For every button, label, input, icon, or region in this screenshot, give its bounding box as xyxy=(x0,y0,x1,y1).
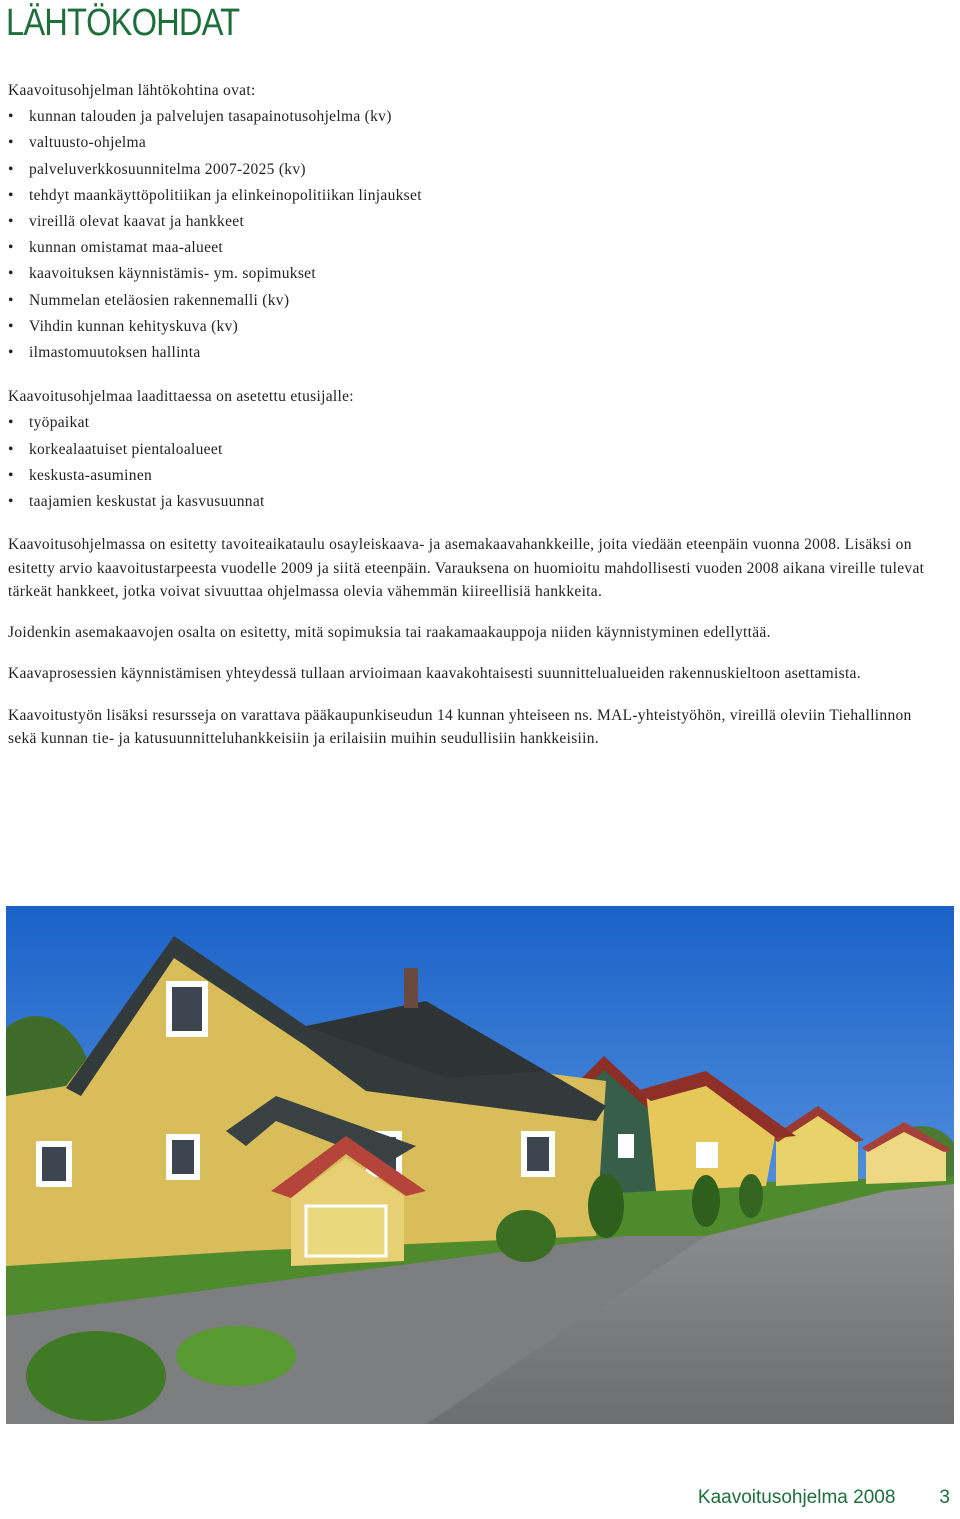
spacer xyxy=(8,366,943,384)
paragraph-agreements: Joidenkin asemakaavojen osalta on esitetty, mitä sopimuksia tai raakamaakauppoja niiden käynnistyminen edellyttää. xyxy=(8,624,771,642)
section1-list xyxy=(8,104,943,366)
list-item: • kaavoituksen käynnistämis- ym. sopimukset xyxy=(8,261,943,287)
residential-street-photo xyxy=(6,906,954,1424)
paragraph-schedule: Kaavoitusohjelmassa on esitetty tavoiteaikataulu osayleiskaava- ja asemakaavahankkeille, joita viedään eteenpäin vuonna 2008. Lisäksi on esitetty arvio kaavoitustarpeesta vuodelle 2009 ja siitä eteenpäin. Varauksena on huomioitu mahdollisesti vuoden 2008 aikana vireille tulevat tärkeät hankkeet, jotka voivat sivuuttaa ohjelmassa olevia vähemmän kiireellisiä hankkeita. xyxy=(8,536,925,600)
page-footer xyxy=(698,1487,950,1509)
list-item: • kunnan talouden ja palvelujen tasapainotusohjelma (kv) xyxy=(8,104,943,130)
spacer xyxy=(8,515,943,533)
paragraph-resources: Kaavoitustyön lisäksi resursseja on varattava pääkaupunkiseudun 14 kunnan yhteiseen ns. MAL-yhteistyöhön, vireillä oleviin Tiehallinnon sekä kunnan tie- ja katusuunnitteluhankkeisiin ja erilaisiin muihin seudullisiin hankkeisiin. xyxy=(8,706,912,748)
list-item: • keskusta-asuminen xyxy=(8,463,943,489)
list-item: • työpaikat xyxy=(8,410,943,436)
list-item: • tehdyt maankäyttöpolitiikan ja elinkeinopolitiikan linjaukset xyxy=(8,183,943,209)
list-item: • vireillä olevat kaavat ja hankkeet xyxy=(8,209,943,235)
list-item: • korkealaatuiset pientaloalueet xyxy=(8,437,943,463)
page-title: LÄHTÖKOHDAT xyxy=(6,2,240,44)
section2-list xyxy=(8,410,943,515)
paragraph-building-ban: Kaavaprosessien käynnistämisen yhteydessä tullaan arvioimaan kaavakohtaisesti suunnittelualueiden rakennuskieltoon asettamista. xyxy=(8,665,861,683)
main-content xyxy=(8,78,943,768)
section1-intro: Kaavoitusohjelman lähtökohtina ovat: xyxy=(8,82,256,99)
list-item: • ilmastomuutoksen hallinta xyxy=(8,340,943,366)
list-item: • valtuusto-ohjelma xyxy=(8,130,943,156)
page-number: 3 xyxy=(939,1487,950,1508)
list-item: • palveluverkkosuunnitelma 2007-2025 (kv) xyxy=(8,157,943,183)
list-item: • taajamien keskustat ja kasvusuunnat xyxy=(8,489,943,515)
list-item: • Vihdin kunnan kehityskuva (kv) xyxy=(8,314,943,340)
list-item: • kunnan omistamat maa-alueet xyxy=(8,235,943,261)
section2-intro: Kaavoitusohjelmaa laadittaessa on asetettu etusijalle: xyxy=(8,388,354,406)
list-item: • Nummelan eteläosien rakennemalli (kv) xyxy=(8,288,943,314)
publication-name: Kaavoitusohjelma 2008 xyxy=(697,1487,896,1508)
